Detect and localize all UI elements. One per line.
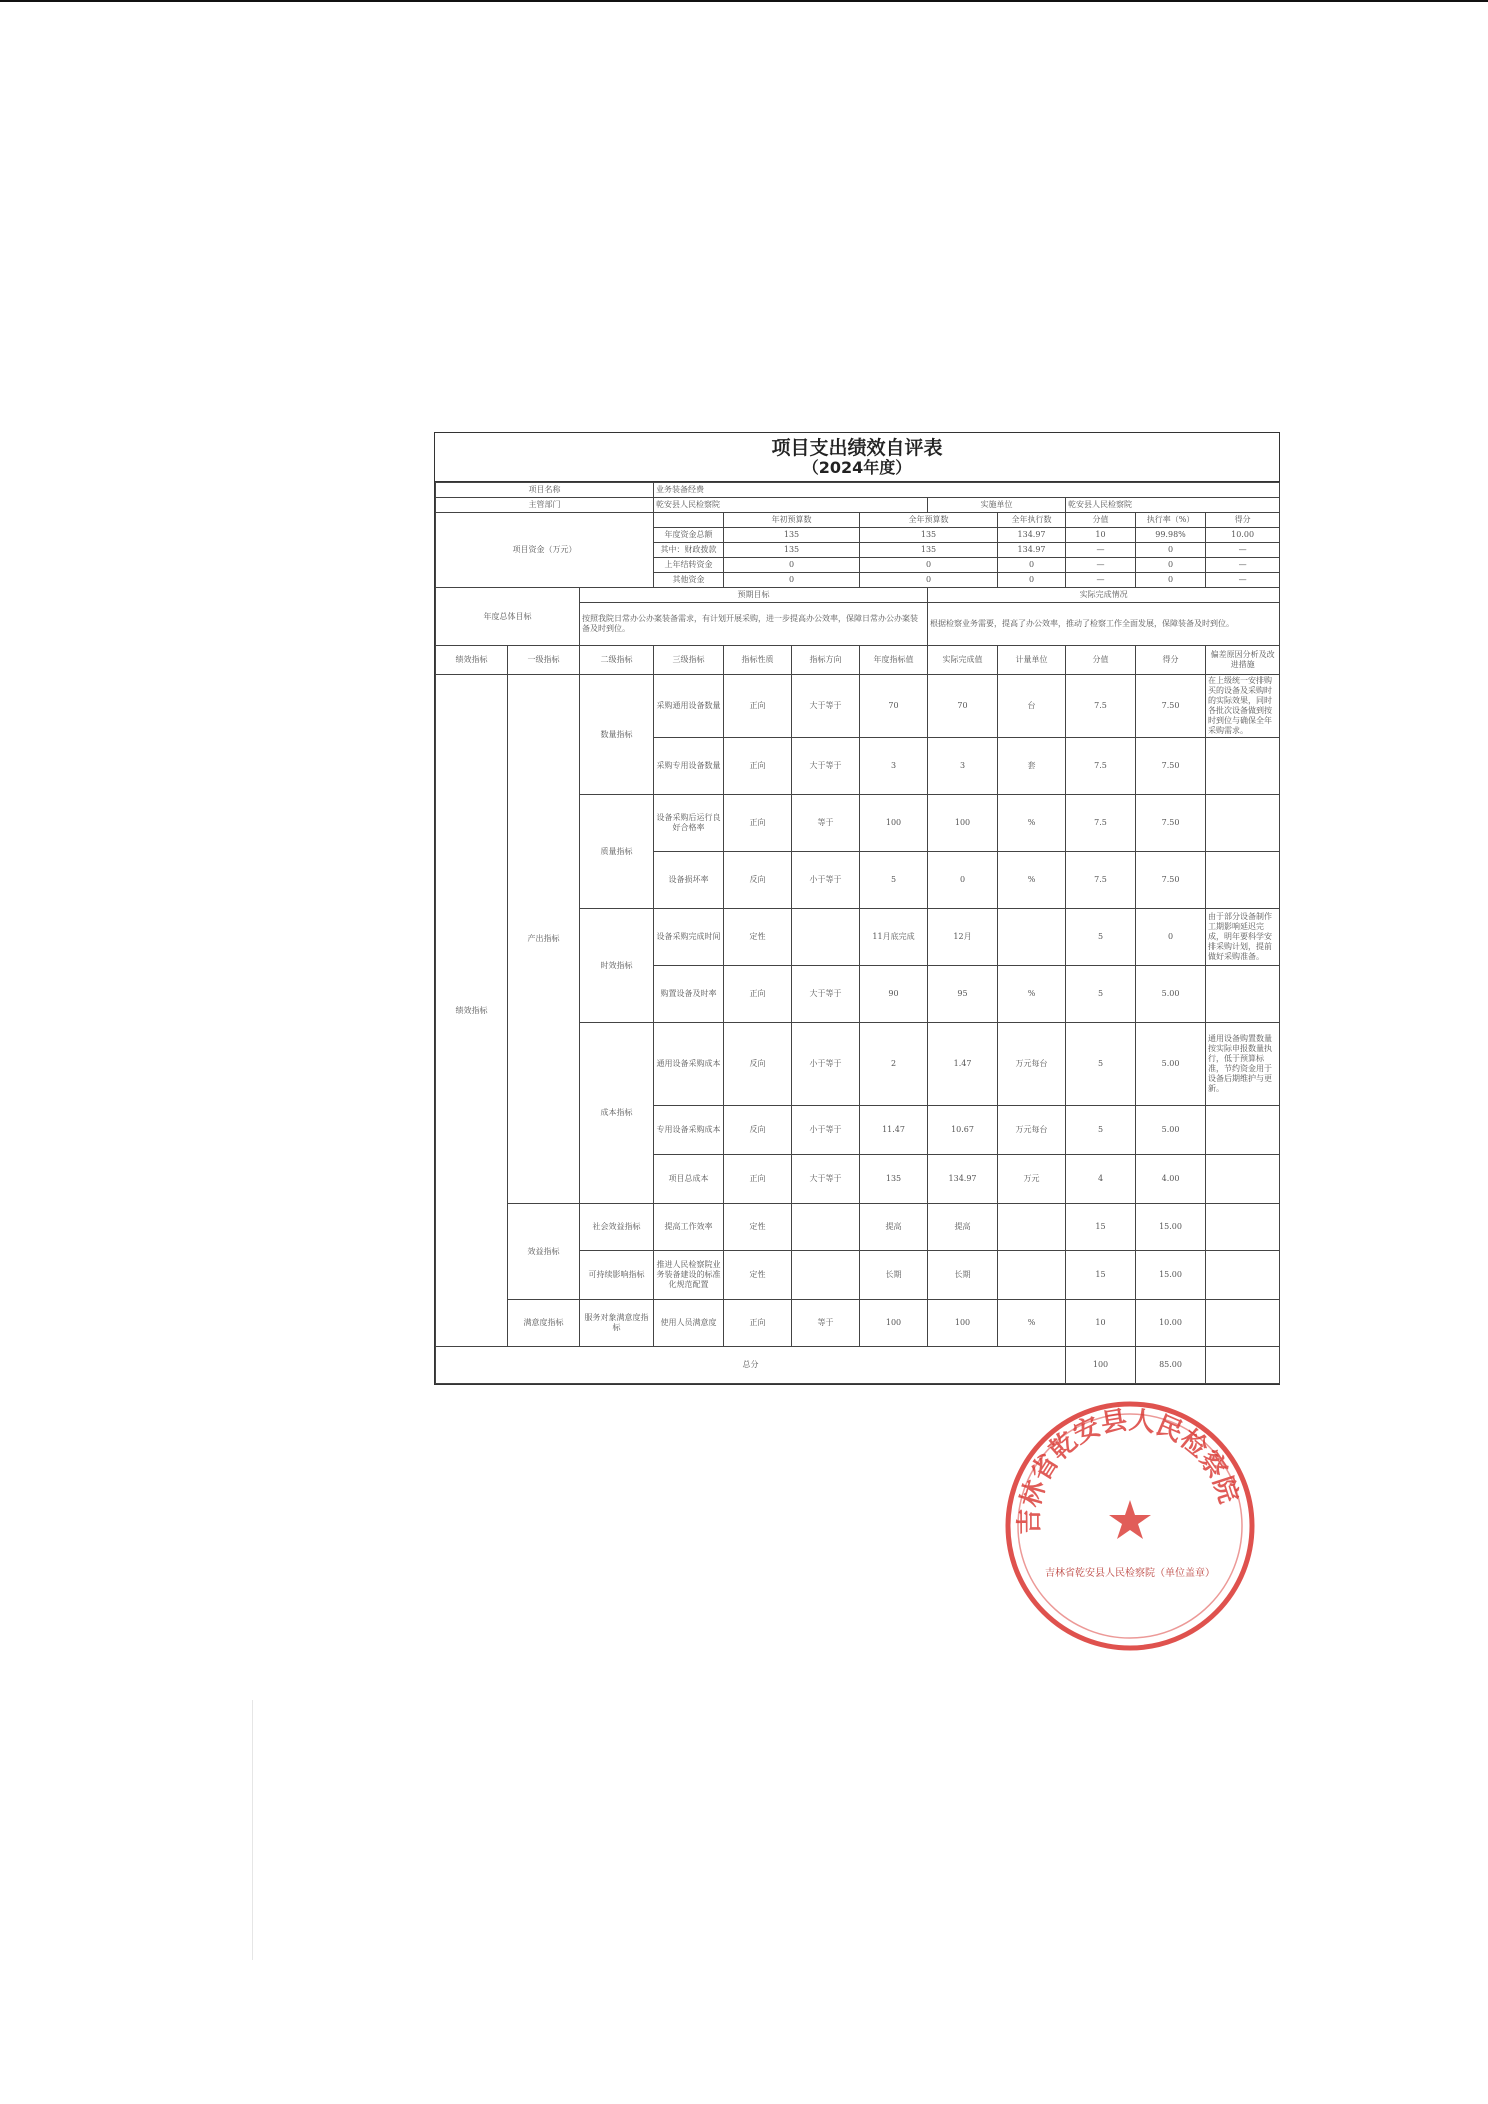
indicator-score: 15.00	[1136, 1251, 1206, 1300]
indicator-weight: 5	[1066, 909, 1136, 966]
indicator-direction	[792, 909, 860, 966]
indicator-direction: 大于等于	[792, 966, 860, 1023]
indicator-actual: 提高	[928, 1204, 998, 1251]
indicator-row	[436, 675, 1280, 738]
total-blank	[1206, 1347, 1280, 1384]
indicator-direction: 等于	[792, 1300, 860, 1347]
indicator-target: 135	[860, 1155, 928, 1204]
indicator-score: 7.50	[1136, 795, 1206, 852]
indicator-nature: 反向	[724, 852, 792, 909]
indicator-target: 100	[860, 1300, 928, 1347]
indicator-score: 15.00	[1136, 1204, 1206, 1251]
indicator-direction: 小于等于	[792, 1023, 860, 1106]
funds-cell: 0	[1136, 543, 1206, 558]
indicator-unit: %	[998, 1300, 1066, 1347]
indicator-header: 年度指标值	[860, 646, 928, 675]
indicator-nature: 正向	[724, 738, 792, 795]
satisfaction-indicator-label: 满意度指标	[508, 1300, 580, 1347]
indicator-score: 5.00	[1136, 1023, 1206, 1106]
indicator-direction: 等于	[792, 795, 860, 852]
indicator-direction: 大于等于	[792, 738, 860, 795]
funds-cell: 0	[724, 558, 860, 573]
cost-indicator-label: 成本指标	[580, 1023, 654, 1204]
indicator-deviation: 在上级统一安排购买的设备及采购时的实际效果，同时各批次设备做到按时到位与确保全年采购需求。	[1206, 675, 1280, 738]
indicator-score: 7.50	[1136, 675, 1206, 738]
indicator-target: 90	[860, 966, 928, 1023]
indicator-unit	[998, 1204, 1066, 1251]
quantity-indicator-label: 数量指标	[580, 675, 654, 795]
indicator-weight: 7.5	[1066, 852, 1136, 909]
indicator-target: 3	[860, 738, 928, 795]
indicator-unit: 万元	[998, 1155, 1066, 1204]
indicator-name: 设备采购完成时间	[654, 909, 724, 966]
indicator-actual: 3	[928, 738, 998, 795]
indicator-actual: 10.67	[928, 1106, 998, 1155]
indicator-weight: 4	[1066, 1155, 1136, 1204]
indicator-weight: 10	[1066, 1300, 1136, 1347]
funds-header: 全年执行数	[998, 513, 1066, 528]
indicator-header: 指标性质	[724, 646, 792, 675]
indicator-row	[436, 1300, 1280, 1347]
indicator-deviation	[1206, 1300, 1280, 1347]
seal-center-text: 吉林省乾安县人民检察院（单位盖章）	[1045, 1568, 1215, 1579]
funds-header-row	[436, 513, 1280, 528]
goals-expected: 按照我院日常办公办案装备需求，有计划开展采购，进一步提高办公效率，保障日常办公办案装备及时到位。	[580, 603, 928, 646]
indicator-nature: 正向	[724, 795, 792, 852]
indicator-actual: 1.47	[928, 1023, 998, 1106]
indicator-actual: 95	[928, 966, 998, 1023]
perf-indicator-label: 绩效指标	[436, 675, 508, 1347]
funds-header: 执行率（%）	[1136, 513, 1206, 528]
indicator-name: 项目总成本	[654, 1155, 724, 1204]
indicator-deviation	[1206, 966, 1280, 1023]
self-evaluation-sheet	[434, 432, 1280, 1385]
output-indicator-label: 产出指标	[508, 675, 580, 1204]
indicator-name: 推进人民检察院业务装备建设的标准化规范配置	[654, 1251, 724, 1300]
indicator-unit: 套	[998, 738, 1066, 795]
indicator-weight: 7.5	[1066, 675, 1136, 738]
indicator-nature: 定性	[724, 1251, 792, 1300]
indicator-weight: 7.5	[1066, 738, 1136, 795]
indicator-unit: %	[998, 795, 1066, 852]
indicator-deviation: 通用设备购置数量按实际申报数量执行，低于预算标准，节约资金用于设备后期维护与更新。	[1206, 1023, 1280, 1106]
project-name-label: 项目名称	[436, 483, 654, 498]
indicator-score: 5.00	[1136, 966, 1206, 1023]
funds-header: 分值	[1066, 513, 1136, 528]
funds-row-label: 其中：财政拨款	[654, 543, 724, 558]
indicator-nature: 正向	[724, 966, 792, 1023]
indicator-name: 采购通用设备数量	[654, 675, 724, 738]
indicator-actual: 长期	[928, 1251, 998, 1300]
indicator-nature: 正向	[724, 675, 792, 738]
funds-row-label: 年度资金总额	[654, 528, 724, 543]
total-label: 总分	[436, 1347, 1066, 1384]
indicator-target: 长期	[860, 1251, 928, 1300]
goals-actual-header: 实际完成情况	[928, 588, 1280, 603]
indicator-name: 采购专用设备数量	[654, 738, 724, 795]
indicator-score: 10.00	[1136, 1300, 1206, 1347]
indicator-header: 得分	[1136, 646, 1206, 675]
funds-cell: 10.00	[1206, 528, 1280, 543]
indicator-weight: 7.5	[1066, 795, 1136, 852]
funds-cell: —	[1066, 543, 1136, 558]
sustain-indicator-label: 可持续影响指标	[580, 1251, 654, 1300]
funds-cell: —	[1206, 543, 1280, 558]
funds-cell: 135	[860, 528, 998, 543]
goals-expected-header: 预期目标	[580, 588, 928, 603]
indicator-deviation	[1206, 852, 1280, 909]
indicator-name: 提高工作效率	[654, 1204, 724, 1251]
document-subtitle: （2024年度）	[802, 458, 912, 477]
indicator-weight: 15	[1066, 1251, 1136, 1300]
indicator-unit	[998, 909, 1066, 966]
indicator-deviation: 由于部分设备制作工期影响延迟完成，明年要科学安排采购计划，提前做好采购准备。	[1206, 909, 1280, 966]
official-seal-stamp	[1002, 1398, 1258, 1654]
indicator-nature: 定性	[724, 1204, 792, 1251]
indicator-target: 11月底完成	[860, 909, 928, 966]
indicator-header: 一级指标	[508, 646, 580, 675]
funds-cell: 10	[1066, 528, 1136, 543]
indicator-target: 11.47	[860, 1106, 928, 1155]
indicator-target: 5	[860, 852, 928, 909]
funds-cell: 0	[998, 573, 1066, 588]
benefit-indicator-label: 效益指标	[508, 1204, 580, 1300]
funds-cell: 0	[1136, 573, 1206, 588]
impl-label: 实施单位	[928, 498, 1066, 513]
indicator-deviation	[1206, 1251, 1280, 1300]
total-weight: 100	[1066, 1347, 1136, 1384]
indicator-weight: 15	[1066, 1204, 1136, 1251]
indicator-direction: 小于等于	[792, 852, 860, 909]
seal-ring-text: 吉林省乾安县人民检察院	[1014, 1405, 1244, 1535]
funds-cell: 135	[724, 528, 860, 543]
indicator-header: 偏差原因分析及改进措施	[1206, 646, 1280, 675]
indicator-unit: 台	[998, 675, 1066, 738]
project-name-row	[436, 483, 1280, 498]
indicator-score: 7.50	[1136, 738, 1206, 795]
impl-value: 乾安县人民检察院	[1066, 498, 1280, 513]
document-title: 项目支出绩效自评表	[771, 437, 943, 459]
funds-cell: —	[1206, 573, 1280, 588]
funds-cell: 0	[1136, 558, 1206, 573]
indicator-direction: 大于等于	[792, 675, 860, 738]
indicator-deviation	[1206, 1106, 1280, 1155]
page-top-border	[0, 0, 1488, 2]
funds-cell: 99.98%	[1136, 528, 1206, 543]
indicator-header: 二级指标	[580, 646, 654, 675]
indicator-header: 实际完成值	[928, 646, 998, 675]
dept-label: 主管部门	[436, 498, 654, 513]
indicator-target: 100	[860, 795, 928, 852]
funds-cell: 135	[860, 543, 998, 558]
funds-header: 全年预算数	[860, 513, 998, 528]
evaluation-table	[435, 482, 1280, 1384]
funds-cell: 134.97	[998, 543, 1066, 558]
funds-cell: —	[1066, 558, 1136, 573]
indicator-nature: 反向	[724, 1106, 792, 1155]
indicator-header: 计量单位	[998, 646, 1066, 675]
indicator-direction	[792, 1204, 860, 1251]
indicator-score: 0	[1136, 909, 1206, 966]
indicator-nature: 定性	[724, 909, 792, 966]
indicator-unit: %	[998, 966, 1066, 1023]
indicator-actual: 100	[928, 795, 998, 852]
title-block	[435, 433, 1279, 482]
funds-cell: 134.97	[998, 528, 1066, 543]
funds-row-label: 其他资金	[654, 573, 724, 588]
funds-blank-header	[654, 513, 724, 528]
total-score: 85.00	[1136, 1347, 1206, 1384]
indicator-score: 7.50	[1136, 852, 1206, 909]
dept-value: 乾安县人民检察院	[654, 498, 928, 513]
scan-artifact	[252, 1700, 253, 1960]
indicator-unit: 万元每台	[998, 1106, 1066, 1155]
indicator-name: 设备采购后运行良好合格率	[654, 795, 724, 852]
funds-cell: 0	[724, 573, 860, 588]
quality-indicator-label: 质量指标	[580, 795, 654, 909]
indicator-name: 购置设备及时率	[654, 966, 724, 1023]
seal-star-icon	[1109, 1500, 1151, 1539]
indicator-nature: 正向	[724, 1300, 792, 1347]
goals-actual: 根据检察业务需要，提高了办公效率，推动了检察工作全面发展，保障装备及时到位。	[928, 603, 1280, 646]
funds-group-label: 项目资金（万元）	[436, 513, 654, 588]
social-indicator-label: 社会效益指标	[580, 1204, 654, 1251]
goals-header-row	[436, 588, 1280, 603]
indicator-deviation	[1206, 1204, 1280, 1251]
indicator-row	[436, 1204, 1280, 1251]
funds-row-label: 上年结转资金	[654, 558, 724, 573]
indicator-direction	[792, 1251, 860, 1300]
indicator-header: 三级指标	[654, 646, 724, 675]
indicator-actual: 100	[928, 1300, 998, 1347]
funds-header: 年初预算数	[724, 513, 860, 528]
indicator-unit	[998, 1251, 1066, 1300]
indicator-deviation	[1206, 738, 1280, 795]
indicator-nature: 正向	[724, 1155, 792, 1204]
funds-cell: 135	[724, 543, 860, 558]
indicator-header: 绩效指标	[436, 646, 508, 675]
indicator-name: 使用人员满意度	[654, 1300, 724, 1347]
indicator-deviation	[1206, 1155, 1280, 1204]
indicator-header-row	[436, 646, 1280, 675]
indicator-actual: 12月	[928, 909, 998, 966]
funds-cell: 0	[998, 558, 1066, 573]
indicator-header: 分值	[1066, 646, 1136, 675]
indicator-nature: 反向	[724, 1023, 792, 1106]
indicator-unit: %	[998, 852, 1066, 909]
indicator-weight: 5	[1066, 1106, 1136, 1155]
indicator-direction: 大于等于	[792, 1155, 860, 1204]
indicator-weight: 5	[1066, 1023, 1136, 1106]
indicator-actual: 70	[928, 675, 998, 738]
indicator-actual: 134.97	[928, 1155, 998, 1204]
funds-cell: —	[1066, 573, 1136, 588]
funds-header: 得分	[1206, 513, 1280, 528]
survey-indicator-label: 服务对象满意度指标	[580, 1300, 654, 1347]
dept-row	[436, 498, 1280, 513]
indicator-direction: 小于等于	[792, 1106, 860, 1155]
indicator-score: 4.00	[1136, 1155, 1206, 1204]
time-indicator-label: 时效指标	[580, 909, 654, 1023]
total-row	[436, 1347, 1280, 1384]
indicator-actual: 0	[928, 852, 998, 909]
indicator-score: 5.00	[1136, 1106, 1206, 1155]
indicator-name: 通用设备采购成本	[654, 1023, 724, 1106]
indicator-deviation	[1206, 795, 1280, 852]
funds-cell: 0	[860, 573, 998, 588]
funds-cell: 0	[860, 558, 998, 573]
indicator-name: 设备损坏率	[654, 852, 724, 909]
indicator-header: 指标方向	[792, 646, 860, 675]
indicator-target: 提高	[860, 1204, 928, 1251]
indicator-name: 专用设备采购成本	[654, 1106, 724, 1155]
indicator-target: 70	[860, 675, 928, 738]
goals-label: 年度总体目标	[436, 588, 580, 646]
indicator-target: 2	[860, 1023, 928, 1106]
project-name-value: 业务装备经费	[654, 483, 1280, 498]
indicator-unit: 万元每台	[998, 1023, 1066, 1106]
indicator-weight: 5	[1066, 966, 1136, 1023]
funds-cell: —	[1206, 558, 1280, 573]
